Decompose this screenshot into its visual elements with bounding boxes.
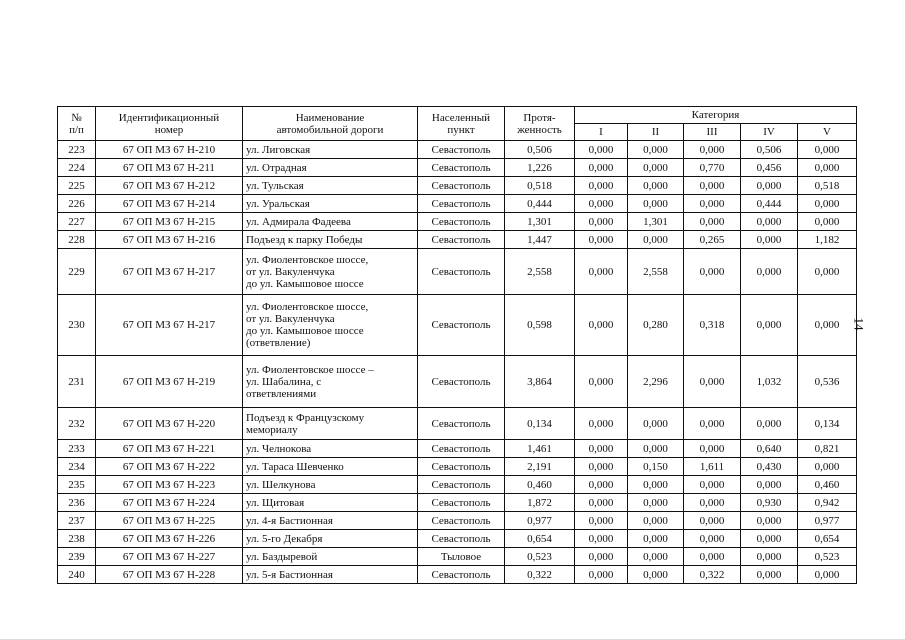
category-5-length: 0,518 [798,177,857,195]
category-2-length: 0,000 [628,231,684,249]
road-name: ул. Уральская [243,195,418,213]
page-number: 14 [851,317,867,331]
road-name: ул. Фиолентовское шоссе, от ул. Вакуленчука до ул. Камышовое шоссе (ответвление) [243,295,418,356]
road-length: 1,461 [505,440,575,458]
settlement: Севастополь [418,512,505,530]
road-length: 1,301 [505,213,575,231]
category-2-length: 0,000 [628,440,684,458]
category-3-length: 0,000 [684,548,741,566]
road-name: ул. Адмирала Фадеева [243,213,418,231]
road-length: 0,444 [505,195,575,213]
row-number: 230 [58,295,96,356]
road-length: 0,460 [505,476,575,494]
road-id: 67 ОП МЗ 67 Н-216 [96,231,243,249]
row-number: 237 [58,512,96,530]
row-number: 229 [58,249,96,295]
road-length: 1,226 [505,159,575,177]
settlement: Севастополь [418,440,505,458]
row-number: 233 [58,440,96,458]
table-header [58,107,857,141]
category-1-length: 0,000 [575,476,628,494]
category-5-length: 0,523 [798,548,857,566]
category-2-length: 0,000 [628,494,684,512]
road-name: Подъезд к парку Победы [243,231,418,249]
road-id: 67 ОП МЗ 67 Н-225 [96,512,243,530]
settlement: Севастополь [418,458,505,476]
settlement: Севастополь [418,356,505,408]
row-number: 236 [58,494,96,512]
header-category-3: III [684,124,741,141]
row-number: 240 [58,566,96,584]
table-row [58,231,857,249]
category-4-length: 0,000 [741,530,798,548]
road-length: 0,518 [505,177,575,195]
road-name: ул. Шелкунова [243,476,418,494]
table-row [58,440,857,458]
row-number: 224 [58,159,96,177]
road-name: ул. Фиолентовское шоссе – ул. Шабалина, с ответвлениями [243,356,418,408]
category-3-length: 0,000 [684,476,741,494]
row-number: 231 [58,356,96,408]
category-2-length: 0,000 [628,408,684,440]
road-name: ул. Щитовая [243,494,418,512]
settlement: Севастополь [418,476,505,494]
settlement: Севастополь [418,295,505,356]
road-id: 67 ОП МЗ 67 Н-222 [96,458,243,476]
category-3-length: 0,000 [684,530,741,548]
road-name: ул. Баздыревой [243,548,418,566]
category-1-length: 0,000 [575,213,628,231]
road-id: 67 ОП МЗ 67 Н-214 [96,195,243,213]
category-4-length: 0,640 [741,440,798,458]
header-category-2: II [628,124,684,141]
table-row [58,213,857,231]
road-id: 67 ОП МЗ 67 Н-221 [96,440,243,458]
category-3-length: 0,000 [684,249,741,295]
category-4-length: 0,000 [741,566,798,584]
table-row [58,177,857,195]
road-length: 0,134 [505,408,575,440]
table-row [58,356,857,408]
settlement: Севастополь [418,177,505,195]
category-5-length: 1,182 [798,231,857,249]
table-row [58,512,857,530]
category-1-length: 0,000 [575,141,628,159]
header-category-1: I [575,124,628,141]
category-4-length: 0,456 [741,159,798,177]
category-3-length: 0,318 [684,295,741,356]
category-2-length: 0,000 [628,566,684,584]
category-2-length: 0,150 [628,458,684,476]
table-row [58,548,857,566]
row-number: 235 [58,476,96,494]
table-body [58,141,857,584]
header-id: Идентификационный номер [96,107,243,141]
road-length: 0,322 [505,566,575,584]
roads-table-container [57,106,857,584]
road-id: 67 ОП МЗ 67 Н-217 [96,295,243,356]
category-5-length: 0,977 [798,512,857,530]
road-length: 1,447 [505,231,575,249]
category-1-length: 0,000 [575,295,628,356]
settlement: Севастополь [418,231,505,249]
road-id: 67 ОП МЗ 67 Н-215 [96,213,243,231]
category-4-length: 0,000 [741,548,798,566]
settlement: Севастополь [418,530,505,548]
category-2-length: 1,301 [628,213,684,231]
category-2-length: 0,000 [628,512,684,530]
road-name: ул. Фиолентовское шоссе, от ул. Вакуленчука до ул. Камышовое шоссе [243,249,418,295]
category-4-length: 0,000 [741,177,798,195]
category-4-length: 0,930 [741,494,798,512]
settlement: Севастополь [418,408,505,440]
category-5-length: 0,000 [798,249,857,295]
category-3-length: 0,000 [684,512,741,530]
category-4-length: 0,000 [741,408,798,440]
row-number: 239 [58,548,96,566]
table-row [58,494,857,512]
road-name: ул. 5-го Декабря [243,530,418,548]
category-3-length: 0,770 [684,159,741,177]
road-id: 67 ОП МЗ 67 Н-224 [96,494,243,512]
category-1-length: 0,000 [575,231,628,249]
category-4-length: 0,506 [741,141,798,159]
header-category: Категория [575,107,857,124]
roads-table [57,106,857,584]
road-length: 2,558 [505,249,575,295]
category-3-length: 0,000 [684,141,741,159]
category-5-length: 0,000 [798,458,857,476]
road-name: ул. Отрадная [243,159,418,177]
settlement: Севастополь [418,494,505,512]
header-category-5: V [798,124,857,141]
category-5-length: 0,000 [798,566,857,584]
row-number: 226 [58,195,96,213]
category-2-length: 0,000 [628,548,684,566]
category-1-length: 0,000 [575,566,628,584]
row-number: 232 [58,408,96,440]
category-4-length: 0,000 [741,213,798,231]
category-2-length: 0,000 [628,141,684,159]
category-3-length: 0,000 [684,213,741,231]
road-length: 0,506 [505,141,575,159]
category-4-length: 0,000 [741,295,798,356]
row-number: 223 [58,141,96,159]
category-3-length: 0,000 [684,494,741,512]
category-1-length: 0,000 [575,458,628,476]
category-1-length: 0,000 [575,512,628,530]
table-row [58,249,857,295]
category-3-length: 0,322 [684,566,741,584]
settlement: Севастополь [418,249,505,295]
row-number: 238 [58,530,96,548]
table-row [58,458,857,476]
category-3-length: 0,000 [684,195,741,213]
table-row [58,530,857,548]
category-5-length: 0,942 [798,494,857,512]
table-row [58,295,857,356]
road-length: 0,654 [505,530,575,548]
road-id: 67 ОП МЗ 67 Н-211 [96,159,243,177]
header-category-4: IV [741,124,798,141]
category-3-length: 1,611 [684,458,741,476]
category-1-length: 0,000 [575,177,628,195]
road-name: ул. Тараса Шевченко [243,458,418,476]
category-1-length: 0,000 [575,159,628,177]
category-5-length: 0,000 [798,213,857,231]
category-2-length: 2,558 [628,249,684,295]
category-1-length: 0,000 [575,356,628,408]
category-3-length: 0,000 [684,177,741,195]
category-1-length: 0,000 [575,494,628,512]
category-5-length: 0,134 [798,408,857,440]
road-name: ул. 4-я Бастионная [243,512,418,530]
road-name: ул. Челнокова [243,440,418,458]
category-4-length: 0,000 [741,249,798,295]
category-2-length: 0,000 [628,195,684,213]
category-5-length: 0,536 [798,356,857,408]
category-2-length: 0,000 [628,159,684,177]
road-id: 67 ОП МЗ 67 Н-228 [96,566,243,584]
road-length: 2,191 [505,458,575,476]
road-id: 67 ОП МЗ 67 Н-219 [96,356,243,408]
category-3-length: 0,265 [684,231,741,249]
table-row [58,408,857,440]
header-length: Протя- женность [505,107,575,141]
road-name: Подъезд к Французскому мемориалу [243,408,418,440]
category-2-length: 0,000 [628,530,684,548]
table-row [58,566,857,584]
table-row [58,476,857,494]
road-name: ул. Тульская [243,177,418,195]
road-length: 0,598 [505,295,575,356]
category-4-length: 0,430 [741,458,798,476]
settlement: Тыловое [418,548,505,566]
road-length: 0,523 [505,548,575,566]
category-5-length: 0,000 [798,195,857,213]
category-2-length: 0,000 [628,177,684,195]
category-1-length: 0,000 [575,249,628,295]
category-4-length: 0,000 [741,231,798,249]
category-4-length: 0,444 [741,195,798,213]
road-id: 67 ОП МЗ 67 Н-210 [96,141,243,159]
category-1-length: 0,000 [575,440,628,458]
row-number: 225 [58,177,96,195]
settlement: Севастополь [418,159,505,177]
road-id: 67 ОП МЗ 67 Н-220 [96,408,243,440]
category-2-length: 0,000 [628,476,684,494]
category-5-length: 0,000 [798,141,857,159]
road-id: 67 ОП МЗ 67 Н-227 [96,548,243,566]
category-4-length: 0,000 [741,476,798,494]
category-2-length: 0,280 [628,295,684,356]
road-name: ул. 5-я Бастионная [243,566,418,584]
category-2-length: 2,296 [628,356,684,408]
settlement: Севастополь [418,195,505,213]
table-row [58,195,857,213]
road-id: 67 ОП МЗ 67 Н-217 [96,249,243,295]
road-id: 67 ОП МЗ 67 Н-223 [96,476,243,494]
category-1-length: 0,000 [575,195,628,213]
category-5-length: 0,821 [798,440,857,458]
settlement: Севастополь [418,566,505,584]
road-length: 3,864 [505,356,575,408]
table-row [58,159,857,177]
category-3-length: 0,000 [684,440,741,458]
header-num: № п/п [58,107,96,141]
road-length: 0,977 [505,512,575,530]
category-5-length: 0,000 [798,159,857,177]
category-5-length: 0,460 [798,476,857,494]
row-number: 234 [58,458,96,476]
category-3-length: 0,000 [684,408,741,440]
row-number: 227 [58,213,96,231]
row-number: 228 [58,231,96,249]
road-name: ул. Лиговская [243,141,418,159]
category-3-length: 0,000 [684,356,741,408]
category-4-length: 1,032 [741,356,798,408]
road-id: 67 ОП МЗ 67 Н-212 [96,177,243,195]
header-name: Наименование автомобильной дороги [243,107,418,141]
category-5-length: 0,000 [798,295,857,356]
category-1-length: 0,000 [575,530,628,548]
header-place: Населенный пункт [418,107,505,141]
table-row [58,141,857,159]
settlement: Севастополь [418,141,505,159]
road-id: 67 ОП МЗ 67 Н-226 [96,530,243,548]
category-1-length: 0,000 [575,548,628,566]
category-5-length: 0,654 [798,530,857,548]
category-1-length: 0,000 [575,408,628,440]
settlement: Севастополь [418,213,505,231]
category-4-length: 0,000 [741,512,798,530]
road-length: 1,872 [505,494,575,512]
